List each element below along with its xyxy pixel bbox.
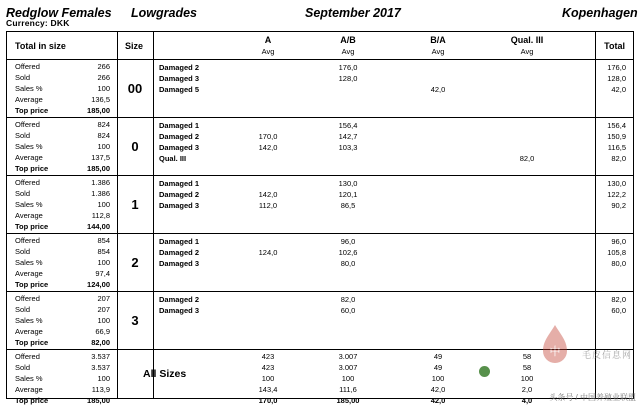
cell-total: 82,0	[611, 154, 626, 163]
stat-value: 100	[97, 142, 110, 151]
stat-value: 100	[97, 84, 110, 93]
stat-value: 185,00	[87, 106, 110, 115]
cell-a: 143,4	[258, 385, 278, 394]
cell-ab: 156,4	[338, 121, 358, 130]
stat-key: Top price	[15, 106, 49, 115]
watermark-site: 毛皮信息网	[581, 350, 632, 360]
cell-ab: 128,0	[338, 74, 358, 83]
cell-ab: 86,5	[340, 201, 356, 210]
stat-value: 1.386	[91, 189, 110, 198]
col-ab: A/B	[340, 35, 356, 45]
currency-label: Currency: DKK	[6, 18, 70, 28]
cell-total: 128,0	[607, 74, 626, 83]
col-total-in-size: Total in size	[15, 41, 66, 51]
damage-label: Damaged 1	[159, 121, 200, 130]
cell-ab: 111,6	[339, 385, 357, 394]
cell-a: 142,0	[258, 190, 278, 199]
cell-a: 124,0	[258, 248, 278, 257]
col-size: Size	[125, 41, 144, 51]
stat-key: Offered	[15, 236, 40, 245]
stat-key: Top price	[15, 280, 49, 289]
cell-q3: 58	[522, 352, 532, 361]
table-column-header	[7, 32, 633, 60]
size-label: 1	[131, 197, 139, 212]
size-stats	[7, 234, 117, 291]
stat-key: Sold	[15, 131, 31, 140]
stat-value: 100	[97, 374, 110, 383]
cell-a: 423	[261, 352, 275, 361]
cell-total: 82,0	[611, 295, 626, 304]
header-title: Redglow Females	[6, 6, 112, 20]
cell-ab: 176,0	[338, 63, 358, 72]
damage-label: Damaged 2	[159, 248, 200, 257]
cell-ab: 3.007	[338, 352, 358, 361]
cell-ab: 82,0	[340, 295, 356, 304]
stat-key: Sold	[15, 363, 31, 372]
cell-total: 42,0	[611, 85, 626, 94]
cell-q3: 58	[522, 363, 532, 372]
cell-ba: 49	[433, 352, 443, 361]
damage-rows	[153, 60, 633, 117]
size-group	[7, 176, 633, 234]
stat-key: Offered	[15, 120, 40, 129]
damage-label: Damaged 3	[159, 74, 200, 83]
stat-key: Top price	[15, 396, 49, 405]
size-label: 00	[127, 81, 143, 96]
cell-ba: 42,0	[430, 85, 446, 94]
stat-key: Average	[15, 327, 43, 336]
cell-a: 170,0	[258, 396, 278, 405]
stat-key: Top price	[15, 222, 49, 231]
stat-key: Sold	[15, 305, 31, 314]
damage-label: Damaged 2	[159, 190, 200, 199]
stat-value: 144,00	[87, 222, 110, 231]
stat-key: Average	[15, 269, 43, 278]
stat-value: 112,8	[91, 211, 110, 220]
stat-value: 100	[97, 316, 110, 325]
damage-label: Qual. III	[159, 154, 187, 163]
size-stats	[7, 60, 117, 117]
cell-total: 176,0	[607, 63, 626, 72]
cell-ab: 103,3	[338, 143, 358, 152]
stat-value: 136,5	[91, 95, 110, 104]
stat-value: 266	[97, 73, 110, 82]
stat-value: 113,9	[91, 385, 110, 394]
cell-ba: 100	[431, 374, 445, 383]
cell-ab: 100	[341, 374, 355, 383]
stat-value: 97,4	[95, 269, 110, 278]
cell-q3: 2,0	[521, 385, 533, 394]
cell-total: 150,9	[607, 132, 626, 141]
stat-key: Offered	[15, 352, 40, 361]
size-label: 2	[131, 255, 139, 270]
damage-label: Damaged 5	[159, 85, 200, 94]
size-stats	[7, 176, 117, 233]
stat-key: Sold	[15, 247, 31, 256]
damage-label: Damaged 3	[159, 259, 200, 268]
stat-value: 824	[97, 131, 110, 140]
cell-total: 105,8	[607, 248, 626, 257]
stat-value: 207	[97, 305, 110, 314]
damage-label: Damaged 2	[159, 132, 200, 141]
col-ab-avg: Avg	[341, 47, 355, 56]
col-a: A	[264, 35, 272, 45]
cell-total: 116,5	[607, 143, 626, 152]
stat-key: Average	[15, 153, 43, 162]
header-grade: Lowgrades	[131, 6, 197, 20]
stat-value: 124,00	[87, 280, 110, 289]
cell-a: 100	[261, 374, 275, 383]
damage-label: Damaged 2	[159, 295, 200, 304]
watermark-logo-icon	[532, 321, 578, 367]
stat-value: 137,5	[91, 153, 110, 162]
stat-value: 185,00	[87, 396, 110, 405]
stat-value: 1.386	[91, 178, 110, 187]
stat-key: Average	[15, 211, 43, 220]
damage-rows	[153, 234, 633, 291]
stat-key: Offered	[15, 294, 40, 303]
size-group	[7, 118, 633, 176]
stat-value: 266	[97, 62, 110, 71]
cell-ab: 120,1	[338, 190, 358, 199]
cell-total: 96,0	[611, 237, 626, 246]
size-stats	[7, 118, 117, 175]
cell-q3: 100	[520, 374, 534, 383]
size-stats	[7, 292, 117, 349]
stat-value: 100	[97, 200, 110, 209]
stat-key: Sales %	[15, 142, 43, 151]
stat-key: Sales %	[15, 200, 43, 209]
col-q3-avg: Avg	[520, 47, 534, 56]
cell-ba: 42,0	[430, 385, 446, 394]
stat-key: Average	[15, 95, 43, 104]
stat-value: 66,9	[95, 327, 110, 336]
header-place: Kopenhagen	[562, 6, 638, 20]
stat-key: Top price	[15, 164, 49, 173]
stat-key: Sales %	[15, 374, 43, 383]
watermark-badge-icon	[479, 366, 490, 377]
cell-total: 130,0	[607, 179, 626, 188]
report-header	[0, 4, 640, 26]
cell-q3: 4,0	[521, 396, 533, 405]
damage-label: Damaged 3	[159, 201, 200, 210]
cell-total: 122,2	[607, 190, 626, 199]
summary-stats	[7, 350, 117, 405]
watermark-bottom-text: 头条号 / 中国养殖业联盟	[549, 393, 636, 402]
cell-ba: 42,0	[430, 396, 446, 405]
cell-q3: 82,0	[519, 154, 535, 163]
cell-total: 156,4	[607, 121, 626, 130]
cell-a: 142,0	[258, 143, 278, 152]
stat-value: 185,00	[87, 164, 110, 173]
col-a-avg: Avg	[261, 47, 275, 56]
size-group	[7, 234, 633, 292]
cell-total: 60,0	[611, 306, 626, 315]
col-ba: B/A	[430, 35, 446, 45]
header-date: September 2017	[305, 6, 401, 20]
cell-ab: 60,0	[340, 306, 356, 315]
stat-key: Average	[15, 385, 43, 394]
cell-ba: 49	[433, 363, 443, 372]
all-sizes-cell	[117, 350, 187, 398]
cell-a: 112,0	[258, 201, 278, 210]
cell-ab: 80,0	[340, 259, 356, 268]
size-label: 3	[131, 313, 139, 328]
stat-key: Sales %	[15, 84, 43, 93]
cell-ab: 185,00	[336, 396, 360, 405]
stat-value: 82,00	[91, 338, 110, 347]
cell-a: 170,0	[258, 132, 278, 141]
stat-value: 3.537	[91, 363, 110, 372]
col-total-right: Total	[604, 41, 625, 51]
svg-text:中: 中	[549, 345, 561, 358]
stat-key: Sales %	[15, 316, 43, 325]
damage-label: Damaged 1	[159, 237, 200, 246]
size-group	[7, 60, 633, 118]
col-q3: Qual. III	[510, 35, 544, 45]
cell-ab: 96,0	[340, 237, 356, 246]
cell-total: 80,0	[611, 259, 626, 268]
stat-key: Sales %	[15, 258, 43, 267]
stat-key: Sold	[15, 189, 31, 198]
damage-label: Damaged 1	[159, 179, 200, 188]
col-ba-avg: Avg	[431, 47, 445, 56]
stat-key: Top price	[15, 338, 49, 347]
cell-ab: 102,6	[338, 248, 358, 257]
all-sizes-label: All Sizes	[143, 368, 187, 380]
damage-label: Damaged 2	[159, 63, 200, 72]
damage-label: Damaged 3	[159, 306, 200, 315]
damage-rows	[153, 176, 633, 233]
stat-key: Sold	[15, 73, 31, 82]
stat-key: Offered	[15, 62, 40, 71]
cell-ab: 3.007	[338, 363, 358, 372]
stat-value: 824	[97, 120, 110, 129]
stat-value: 100	[97, 258, 110, 267]
stat-value: 3.537	[91, 352, 110, 361]
size-label: 0	[131, 139, 139, 154]
cell-a: 423	[261, 363, 275, 372]
damage-rows	[153, 118, 633, 175]
stat-value: 854	[97, 236, 110, 245]
stat-value: 207	[97, 294, 110, 303]
stat-key: Offered	[15, 178, 40, 187]
cell-ab: 142,7	[338, 132, 358, 141]
cell-total: 90,2	[611, 201, 626, 210]
stat-value: 854	[97, 247, 110, 256]
damage-label: Damaged 3	[159, 143, 200, 152]
cell-ab: 130,0	[338, 179, 358, 188]
